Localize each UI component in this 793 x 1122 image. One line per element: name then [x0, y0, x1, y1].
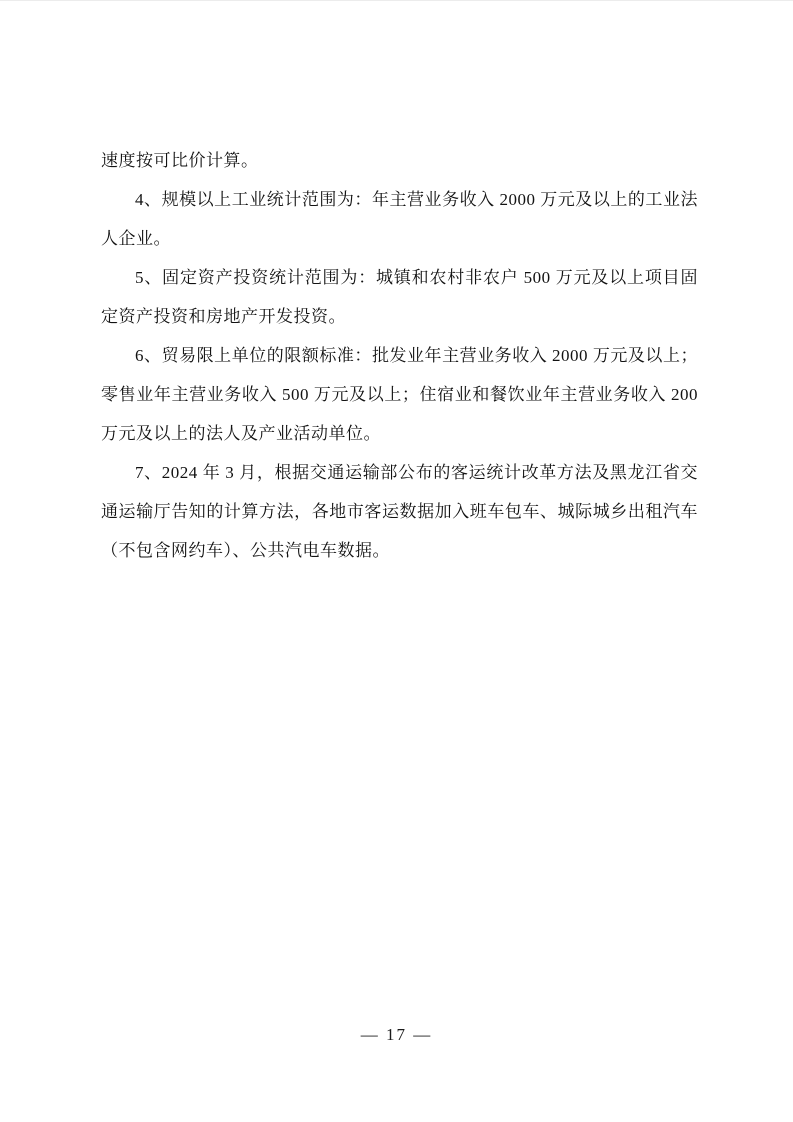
- notes-text-block: [101, 141, 698, 570]
- paragraph-note-6: 6、贸易限上单位的限额标准：批发业年主营业务收入 2000 万元及以上；零售业年主营业务收入 500 万元及以上；住宿业和餐饮业年主营业务收入 200 万元及以上的法人及产业活动单位。: [101, 346, 698, 443]
- page-number: — 17 —: [360, 1025, 433, 1044]
- paragraph-note-7: 7、2024 年 3 月，根据交通运输部公布的客运统计改革方法及黑龙江省交通运输厅告知的计算方法，各地市客运数据加入班车包车、城际城乡出租汽车（不包含网约车）、公共汽电车数据。: [101, 463, 698, 560]
- paragraph-note-4: 4、规模以上工业统计范围为：年主营业务收入 2000 万元及以上的工业法人企业。: [101, 190, 698, 248]
- paragraph-continuation: 速度按可比价计算。: [101, 151, 259, 170]
- paragraph-note-5: 5、固定资产投资统计范围为：城镇和农村非农户 500 万元及以上项目固定资产投资和房地产开发投资。: [101, 268, 698, 326]
